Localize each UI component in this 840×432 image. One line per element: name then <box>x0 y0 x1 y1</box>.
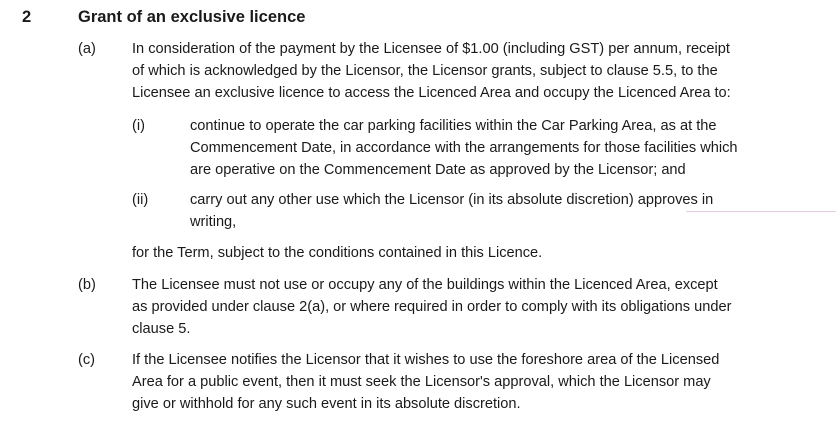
underline-mark <box>686 211 836 212</box>
clause-b-label: (b) <box>78 277 96 293</box>
clause-b-line-2: as provided under clause 2(a), or where required in order to comply with its obligations under <box>132 299 732 315</box>
clause-c-line-2: Area for a public event, then it must seek the Licensor's approval, which the Licensor may <box>132 374 711 390</box>
subclause-ii-label: (ii) <box>132 192 149 208</box>
subclause-i-label: (i) <box>132 118 145 134</box>
section-number: 2 <box>22 8 32 26</box>
subclause-i-line-3: are operative on the Commencement Date as approved by the Licensor; and <box>190 162 686 178</box>
clause-a-closing: for the Term, subject to the conditions contained in this Licence. <box>132 245 543 261</box>
clause-a-label: (a) <box>78 41 96 57</box>
section-title: Grant of an exclusive licence <box>78 8 306 26</box>
subclause-i-line-2: Commencement Date, in accordance with the arrangements for those facilities which <box>190 140 738 156</box>
subclause-ii-line-1: carry out any other use which the Licensor (in its absolute discretion) approves in <box>190 192 714 208</box>
subclause-ii-line-2: writing, <box>190 214 237 230</box>
clause-a-line-3: Licensee an exclusive licence to access the Licenced Area and occupy the Licenced Area to: <box>132 85 731 101</box>
clause-c-line-1: If the Licensee notifies the Licensor that it wishes to use the foreshore area of the Licensed <box>132 352 720 368</box>
clause-b-line-3: clause 5. <box>132 321 191 337</box>
subclause-i-line-1: continue to operate the car parking facilities within the Car Parking Area, as at the <box>190 118 717 134</box>
clause-a-line-1: In consideration of the payment by the Licensee of $1.00 (including GST) per annum, receipt <box>132 41 730 57</box>
clause-b-line-1: The Licensee must not use or occupy any of the buildings within the Licenced Area, except <box>132 277 718 293</box>
clause-a-line-2: of which is acknowledged by the Licensor, the Licensor grants, subject to clause 5.5, to the <box>132 63 718 79</box>
clause-c-line-3: give or withhold for any such event in its absolute discretion. <box>132 396 521 412</box>
clause-c-label: (c) <box>78 352 96 368</box>
